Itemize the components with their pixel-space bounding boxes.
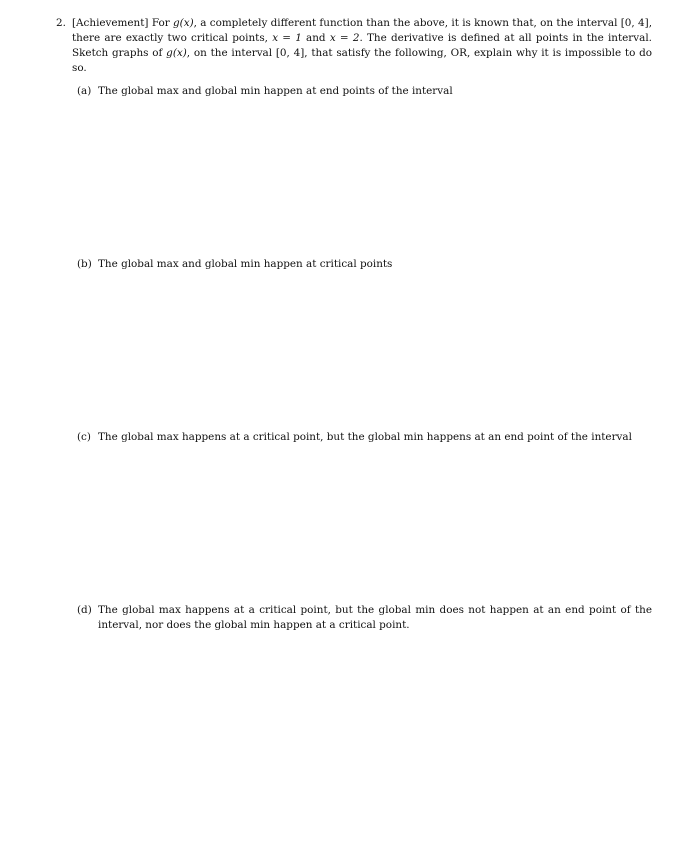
problem-2	[56, 16, 652, 76]
problem-statement	[72, 16, 652, 76]
part-b-text: The global max and global min happen at critical points	[98, 258, 393, 270]
intro-part-1: For	[151, 17, 173, 29]
intro-and: and	[301, 32, 330, 44]
part-c-text: The global max happens at a critical point, but the global min happens at an end point of the interval	[98, 431, 632, 443]
part-c-label: (c)	[77, 431, 91, 443]
problem-number: 2.	[56, 17, 66, 29]
part-d-text: The global max happens at a critical point, but the global min does not happen at an end point of the interval, nor does the global min happen at a critical point.	[98, 604, 652, 631]
part-d-label: (d)	[77, 604, 92, 616]
part-d	[77, 603, 652, 633]
function-name-2: g(x)	[166, 47, 187, 59]
part-a-text: The global max and global min happen at end points of the interval	[98, 85, 453, 97]
part-c	[77, 430, 652, 445]
intro-part-2: , a completely different function than the above, it is known that, on the interval [0, 4], there are exactly two critical points,	[72, 17, 653, 44]
critical-point-1: x = 1	[272, 32, 302, 44]
intro-part-4: , on the interval [0, 4], that satisfy the following, OR, explain why it is impossible to do so.	[72, 47, 653, 74]
function-name: g(x)	[173, 17, 194, 29]
intro-part-3: . The derivative is defined at all points in the interval. Sketch graphs of	[72, 32, 652, 59]
part-a	[77, 84, 652, 99]
critical-point-2: x = 2	[329, 32, 360, 44]
problem-tag: [Achievement]	[72, 17, 149, 29]
part-b-label: (b)	[77, 258, 92, 270]
part-b	[77, 257, 652, 272]
part-a-label: (a)	[77, 85, 92, 97]
